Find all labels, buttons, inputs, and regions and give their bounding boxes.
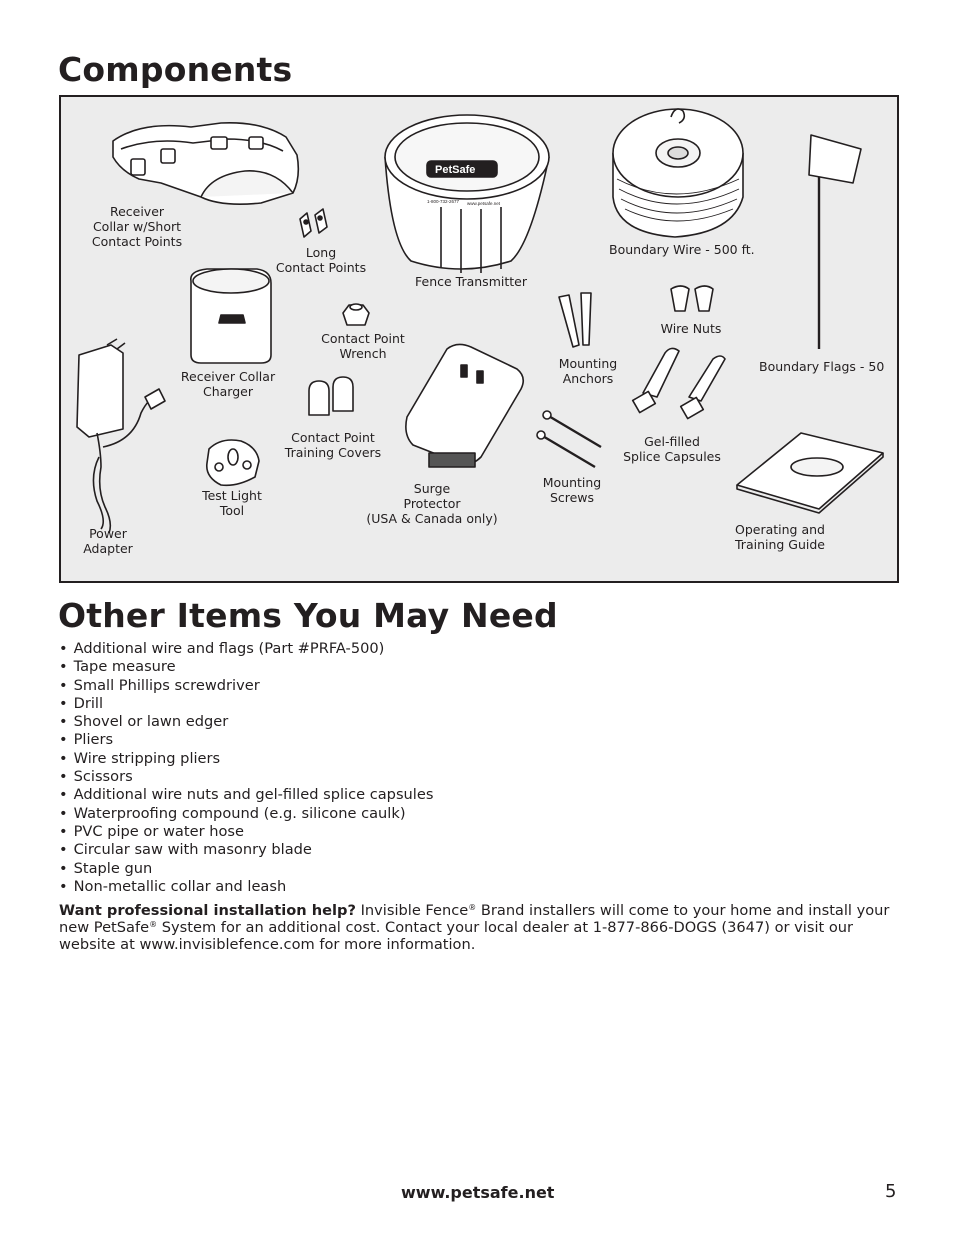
registered-mark: ® [149,920,158,929]
long-contact-points-image [300,209,327,237]
label-mounting-anchors: Mounting Anchors [558,356,618,386]
label-receiver-collar: Receiver Collar w/Short Contact Points [91,204,183,249]
help-text-1: Invisible Fence [355,902,469,919]
fence-transmitter-image [385,115,549,273]
list-item: • Shovel or lawn edger [59,713,433,731]
label-power-adapter: Power Adapter [83,526,133,556]
list-item: • Drill [59,695,433,713]
transmitter-url: www.petsafe.net [467,201,501,206]
training-guide-image [737,433,883,513]
list-item: • Pliers [59,731,433,749]
other-items-list [59,640,433,896]
label-training-guide: Operating and Training Guide [735,522,826,552]
components-illustration-panel [59,95,899,583]
mounting-anchors-image [559,293,591,347]
list-item: • Wire stripping pliers [59,750,433,768]
test-light-tool-image [207,440,259,485]
transmitter-brand-logo: PetSafe [435,164,476,176]
power-adapter-image [77,339,165,533]
label-long-contact-points: Long Contact Points [275,245,367,275]
installation-help-paragraph [59,902,899,953]
label-boundary-flags: Boundary Flags - 50 [759,359,885,374]
label-receiver-collar-charger: Receiver Collar Charger [180,369,276,399]
registered-mark: ® [468,903,477,912]
label-splice-capsules: Gel-filled Splice Capsules [623,434,721,464]
components-heading: Components [58,50,293,89]
label-surge-protector: Surge Protector (USA & Canada only) [366,481,498,526]
footer-website-link[interactable]: www.petsafe.net [401,1183,555,1202]
list-item: • Scissors [59,768,433,786]
list-item: • Staple gun [59,860,433,878]
list-item: • Additional wire and flags (Part #PRFA-500) [59,640,433,658]
other-items-heading: Other Items You May Need [58,596,558,635]
mounting-screws-image [537,411,601,467]
page-number: 5 [885,1181,897,1202]
transmitter-phone: 1-800-732-2677 [427,199,460,204]
help-lead: Want professional installation help? [59,902,356,919]
wire-nuts-image [671,286,713,311]
contact-point-wrench-image [343,304,369,325]
receiver-collar-charger-image [191,269,271,363]
label-test-light-tool: Test Light Tool [202,488,262,518]
list-item: • Waterproofing compound (e.g. silicone caulk) [59,805,433,823]
splice-capsules-image [633,348,725,418]
surge-protector-image [406,344,523,467]
label-contact-point-wrench: Contact Point Wrench [321,331,405,361]
label-boundary-wire: Boundary Wire - 500 ft. [609,242,755,257]
list-item: • Small Phillips screwdriver [59,677,433,695]
help-text-2: Brand installers will come to your home and install your new PetSafe [59,902,890,936]
help-text-3: System for an additional cost. Contact your local dealer at 1-877-866-DOGS (3647) or visit our website at www.invisiblefence.com for more information. [59,919,854,953]
list-item: • Additional wire nuts and gel-filled splice capsules [59,786,433,804]
list-item: • PVC pipe or water hose [59,823,433,841]
label-wire-nuts: Wire Nuts [660,321,722,336]
boundary-wire-image [613,109,743,237]
training-covers-image [309,377,353,415]
list-item: • Circular saw with masonry blade [59,841,433,859]
boundary-flag-image [809,135,861,349]
label-fence-transmitter: Fence Transmitter [415,274,527,289]
label-training-covers: Contact Point Training Covers [284,430,382,460]
label-mounting-screws: Mounting Screws [542,475,602,505]
receiver-collar-image [113,123,298,204]
list-item: • Non-metallic collar and leash [59,878,433,896]
list-item: • Tape measure [59,658,433,676]
